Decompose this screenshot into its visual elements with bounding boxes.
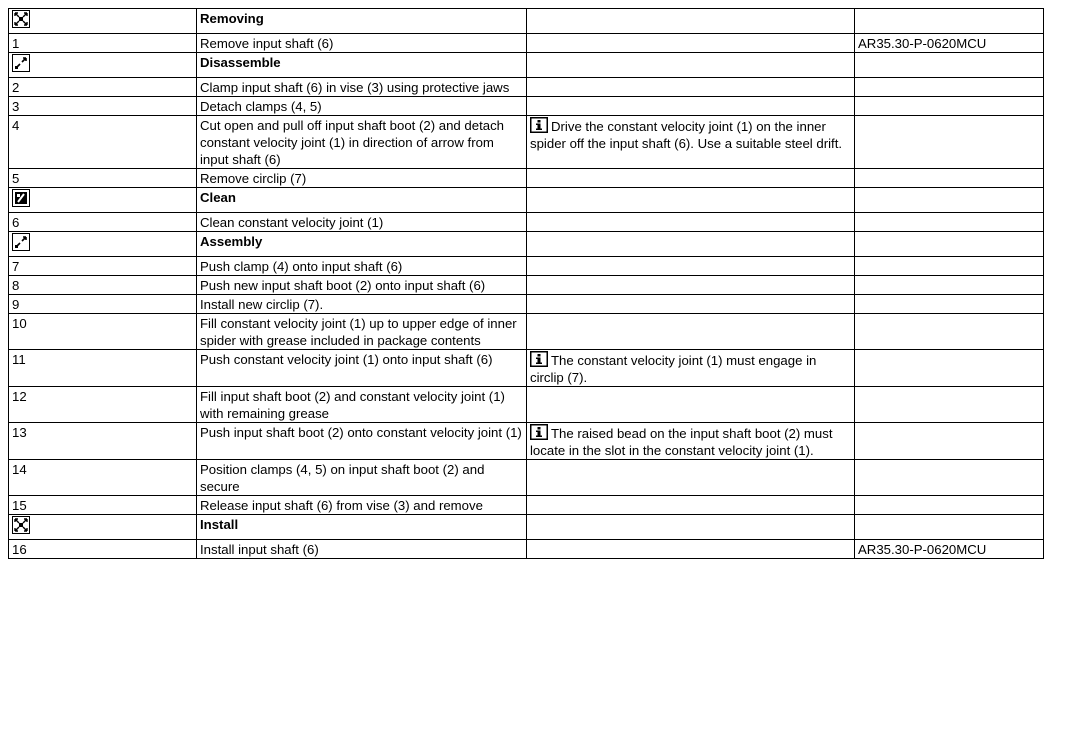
section-header-row [9, 515, 1044, 540]
section-icon-cell [9, 232, 197, 257]
step-instruction: Push new input shaft boot (2) onto input shaft (6) [197, 276, 527, 295]
step-number: 15 [9, 496, 197, 515]
note-cell [527, 350, 855, 387]
step-row [9, 295, 1044, 314]
reference-link [855, 116, 1044, 169]
section-title: Assembly [197, 232, 527, 257]
step-row [9, 276, 1044, 295]
note-text: Drive the constant velocity joint (1) on the inner spider off the input shaft (6). Use a suitable steel drift. [530, 119, 843, 151]
note-cell [527, 116, 855, 169]
step-number: 5 [9, 169, 197, 188]
section-header-row [9, 9, 1044, 34]
step-instruction: Install input shaft (6) [197, 540, 527, 559]
section-header-row [9, 188, 1044, 213]
step-row [9, 97, 1044, 116]
step-row [9, 78, 1044, 97]
note-cell [527, 460, 855, 496]
reference-link [855, 257, 1044, 276]
step-instruction: Push input shaft boot (2) onto constant velocity joint (1) [197, 423, 527, 460]
step-row [9, 34, 1044, 53]
step-row [9, 540, 1044, 559]
step-instruction: Push constant velocity joint (1) onto input shaft (6) [197, 350, 527, 387]
step-instruction: Push clamp (4) onto input shaft (6) [197, 257, 527, 276]
note-cell [527, 295, 855, 314]
section-icon-cell [9, 9, 197, 34]
step-row [9, 116, 1044, 169]
step-number: 11 [9, 350, 197, 387]
section-title: Install [197, 515, 527, 540]
step-number: 10 [9, 314, 197, 350]
section-title: Removing [197, 9, 527, 34]
reference-link[interactable]: AR35.30-P-0620MCU [855, 34, 1044, 53]
step-row [9, 314, 1044, 350]
note-cell [527, 515, 855, 540]
step-number: 8 [9, 276, 197, 295]
step-row [9, 213, 1044, 232]
reference-link [855, 350, 1044, 387]
removal-install-icon [12, 516, 30, 534]
note-cell [527, 496, 855, 515]
disassemble-assemble-icon [12, 233, 30, 251]
procedure-table-body [9, 9, 1044, 559]
section-header-row [9, 232, 1044, 257]
note-cell [527, 423, 855, 460]
step-instruction: Fill input shaft boot (2) and constant velocity joint (1) with remaining grease [197, 387, 527, 423]
note-text: The raised bead on the input shaft boot (2) must locate in the slot in the constant velocity joint (1). [530, 426, 833, 458]
note-cell [527, 540, 855, 559]
reference-link [855, 460, 1044, 496]
section-title: Disassemble [197, 53, 527, 78]
step-row [9, 350, 1044, 387]
removal-install-icon [12, 10, 30, 28]
reference-link [855, 169, 1044, 188]
reference-link [855, 423, 1044, 460]
reference-link[interactable]: AR35.30-P-0620MCU [855, 540, 1044, 559]
step-row [9, 423, 1044, 460]
section-title: Clean [197, 188, 527, 213]
step-number: 6 [9, 213, 197, 232]
reference-link [855, 295, 1044, 314]
step-instruction: Release input shaft (6) from vise (3) and remove [197, 496, 527, 515]
step-instruction: Remove circlip (7) [197, 169, 527, 188]
note-cell [527, 314, 855, 350]
reference-link [855, 97, 1044, 116]
reference-link [855, 496, 1044, 515]
reference-cell [855, 9, 1044, 34]
info-icon [530, 424, 548, 440]
note-cell [527, 232, 855, 257]
step-number: 4 [9, 116, 197, 169]
disassemble-assemble-icon [12, 54, 30, 72]
step-instruction: Cut open and pull off input shaft boot (2) and detach constant velocity joint (1) in direction of arrow from input shaft (6) [197, 116, 527, 169]
reference-link [855, 387, 1044, 423]
note-cell [527, 34, 855, 53]
reference-link [855, 314, 1044, 350]
note-cell [527, 9, 855, 34]
step-instruction: Fill constant velocity joint (1) up to upper edge of inner spider with grease included in package contents [197, 314, 527, 350]
reference-link [855, 78, 1044, 97]
clean-icon [12, 189, 30, 207]
reference-cell [855, 53, 1044, 78]
reference-link [855, 276, 1044, 295]
step-instruction: Remove input shaft (6) [197, 34, 527, 53]
section-icon-cell [9, 188, 197, 213]
note-cell [527, 213, 855, 232]
step-number: 7 [9, 257, 197, 276]
note-cell [527, 53, 855, 78]
note-cell [527, 78, 855, 97]
step-row [9, 387, 1044, 423]
reference-link [855, 213, 1044, 232]
step-number: 16 [9, 540, 197, 559]
step-number: 12 [9, 387, 197, 423]
step-number: 9 [9, 295, 197, 314]
note-cell [527, 387, 855, 423]
note-cell [527, 97, 855, 116]
note-text: The constant velocity joint (1) must engage in circlip (7). [530, 353, 817, 385]
section-icon-cell [9, 53, 197, 78]
step-row [9, 460, 1044, 496]
step-instruction: Position clamps (4, 5) on input shaft boot (2) and secure [197, 460, 527, 496]
step-number: 3 [9, 97, 197, 116]
step-number: 13 [9, 423, 197, 460]
note-cell [527, 257, 855, 276]
step-row [9, 169, 1044, 188]
note-cell [527, 188, 855, 213]
step-number: 14 [9, 460, 197, 496]
step-instruction: Clean constant velocity joint (1) [197, 213, 527, 232]
reference-cell [855, 232, 1044, 257]
reference-cell [855, 515, 1044, 540]
step-row [9, 496, 1044, 515]
section-header-row [9, 53, 1044, 78]
step-number: 1 [9, 34, 197, 53]
step-instruction: Detach clamps (4, 5) [197, 97, 527, 116]
step-instruction: Clamp input shaft (6) in vise (3) using protective jaws [197, 78, 527, 97]
step-row [9, 257, 1044, 276]
section-icon-cell [9, 515, 197, 540]
info-icon [530, 351, 548, 367]
note-cell [527, 276, 855, 295]
reference-cell [855, 188, 1044, 213]
step-instruction: Install new circlip (7). [197, 295, 527, 314]
procedure-table [8, 8, 1044, 559]
note-cell [527, 169, 855, 188]
info-icon [530, 117, 548, 133]
step-number: 2 [9, 78, 197, 97]
